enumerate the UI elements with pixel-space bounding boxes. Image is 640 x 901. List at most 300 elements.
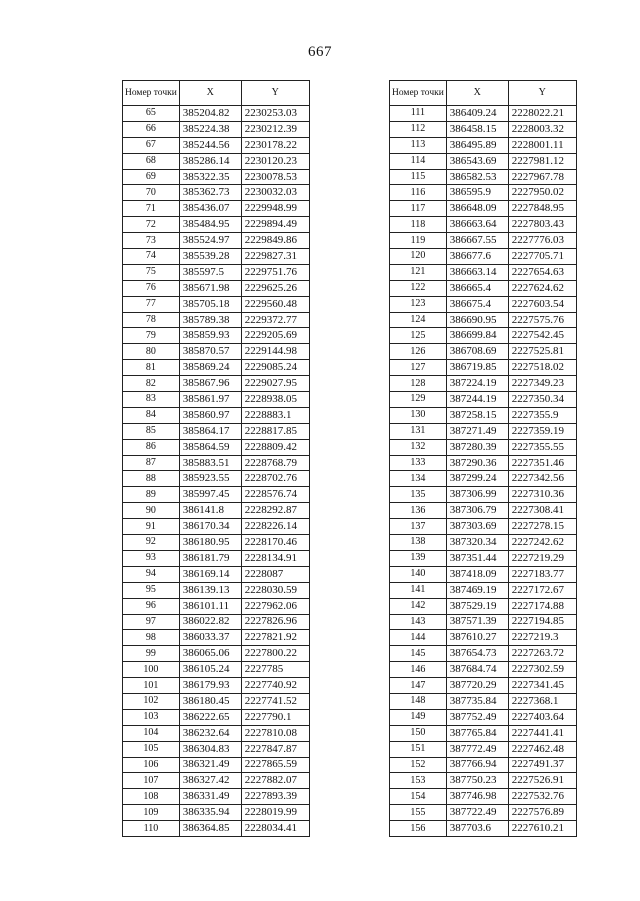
point-number-cell: 91 [123, 519, 180, 535]
y-coordinate-cell: 2227302.59 [508, 662, 576, 678]
y-coordinate-cell: 2227308.41 [508, 503, 576, 519]
x-coordinate-cell: 386139.13 [179, 582, 241, 598]
x-coordinate-cell: 387703.6 [446, 821, 508, 837]
x-coordinate-cell: 386101.11 [179, 598, 241, 614]
point-number-cell: 122 [390, 280, 447, 296]
y-coordinate-cell: 2229205.69 [241, 328, 309, 344]
table-row [390, 344, 577, 360]
x-coordinate-cell: 387306.99 [446, 487, 508, 503]
y-coordinate-cell: 2229894.49 [241, 217, 309, 233]
x-coordinate-cell: 385705.18 [179, 296, 241, 312]
table-row [123, 312, 310, 328]
point-number-cell: 143 [390, 614, 447, 630]
point-number-cell: 154 [390, 789, 447, 805]
y-coordinate-cell: 2229144.98 [241, 344, 309, 360]
point-number-cell: 149 [390, 709, 447, 725]
table-row [123, 598, 310, 614]
x-coordinate-cell: 386170.34 [179, 519, 241, 535]
table-row [390, 630, 577, 646]
point-number-cell: 113 [390, 137, 447, 153]
table-row [390, 312, 577, 328]
x-coordinate-cell: 387735.84 [446, 693, 508, 709]
x-coordinate-cell: 386335.94 [179, 805, 241, 821]
point-number-cell: 141 [390, 582, 447, 598]
x-coordinate-cell: 386321.49 [179, 757, 241, 773]
x-coordinate-cell: 386677.6 [446, 249, 508, 265]
point-number-cell: 130 [390, 407, 447, 423]
y-coordinate-cell: 2227403.64 [508, 709, 576, 725]
table-row [390, 503, 577, 519]
table-row [390, 439, 577, 455]
table-row [123, 121, 310, 137]
table-row [123, 757, 310, 773]
point-number-cell: 105 [123, 741, 180, 757]
point-number-cell: 71 [123, 201, 180, 217]
table-row [123, 725, 310, 741]
table-row [390, 137, 577, 153]
y-coordinate-cell: 2227359.19 [508, 423, 576, 439]
y-coordinate-cell: 2227776.03 [508, 233, 576, 249]
x-coordinate-cell: 386699.84 [446, 328, 508, 344]
y-coordinate-cell: 2227740.92 [241, 678, 309, 694]
table-row [390, 106, 577, 122]
x-coordinate-cell: 385859.93 [179, 328, 241, 344]
x-coordinate-cell: 386179.93 [179, 678, 241, 694]
y-coordinate-cell: 2228768.79 [241, 455, 309, 471]
table-row [123, 217, 310, 233]
table-row [390, 249, 577, 265]
table-row [123, 407, 310, 423]
y-coordinate-cell: 2227350.34 [508, 392, 576, 408]
y-coordinate-cell: 2227342.56 [508, 471, 576, 487]
point-number-cell: 133 [390, 455, 447, 471]
x-coordinate-cell: 386665.4 [446, 280, 508, 296]
x-coordinate-cell: 387746.98 [446, 789, 508, 805]
x-coordinate-cell: 386543.69 [446, 153, 508, 169]
y-coordinate-cell: 2227441.41 [508, 725, 576, 741]
y-coordinate-cell: 2227848.95 [508, 201, 576, 217]
y-coordinate-cell: 2230032.03 [241, 185, 309, 201]
y-coordinate-cell: 2230253.03 [241, 106, 309, 122]
x-coordinate-cell: 385484.95 [179, 217, 241, 233]
header-point-number: Номер точки [123, 81, 180, 106]
point-number-cell: 148 [390, 693, 447, 709]
x-coordinate-cell: 385864.17 [179, 423, 241, 439]
table-row [123, 233, 310, 249]
table-row [123, 169, 310, 185]
table-row [123, 821, 310, 837]
point-number-cell: 95 [123, 582, 180, 598]
point-number-cell: 152 [390, 757, 447, 773]
x-coordinate-cell: 387320.34 [446, 535, 508, 551]
table-row [390, 519, 577, 535]
y-coordinate-cell: 2227847.87 [241, 741, 309, 757]
x-coordinate-cell: 386708.69 [446, 344, 508, 360]
y-coordinate-cell: 2227278.15 [508, 519, 576, 535]
y-coordinate-cell: 2230120.23 [241, 153, 309, 169]
x-coordinate-cell: 386331.49 [179, 789, 241, 805]
header-x: X [446, 81, 508, 106]
table-row [123, 455, 310, 471]
x-coordinate-cell: 386232.64 [179, 725, 241, 741]
x-coordinate-cell: 386582.53 [446, 169, 508, 185]
point-number-cell: 98 [123, 630, 180, 646]
point-number-cell: 156 [390, 821, 447, 837]
x-coordinate-cell: 387720.29 [446, 678, 508, 694]
y-coordinate-cell: 2227882.07 [241, 773, 309, 789]
x-coordinate-cell: 387280.39 [446, 439, 508, 455]
x-coordinate-cell: 387469.19 [446, 582, 508, 598]
x-coordinate-cell: 387303.69 [446, 519, 508, 535]
point-number-cell: 144 [390, 630, 447, 646]
x-coordinate-cell: 385883.51 [179, 455, 241, 471]
table-row [123, 344, 310, 360]
table-row [390, 360, 577, 376]
x-coordinate-cell: 387750.23 [446, 773, 508, 789]
point-number-cell: 114 [390, 153, 447, 169]
y-coordinate-cell: 2228809.42 [241, 439, 309, 455]
point-number-cell: 120 [390, 249, 447, 265]
table-row [123, 296, 310, 312]
point-number-cell: 73 [123, 233, 180, 249]
point-number-cell: 126 [390, 344, 447, 360]
point-number-cell: 110 [123, 821, 180, 837]
x-coordinate-cell: 387610.27 [446, 630, 508, 646]
y-coordinate-cell: 2227893.39 [241, 789, 309, 805]
table-row [390, 550, 577, 566]
x-coordinate-cell: 385870.57 [179, 344, 241, 360]
point-number-cell: 65 [123, 106, 180, 122]
x-coordinate-cell: 387258.15 [446, 407, 508, 423]
table-row [390, 121, 577, 137]
point-number-cell: 66 [123, 121, 180, 137]
y-coordinate-cell: 2227950.02 [508, 185, 576, 201]
x-coordinate-cell: 387772.49 [446, 741, 508, 757]
x-coordinate-cell: 386458.15 [446, 121, 508, 137]
y-coordinate-cell: 2227575.76 [508, 312, 576, 328]
y-coordinate-cell: 2229948.99 [241, 201, 309, 217]
table-row [390, 185, 577, 201]
point-number-cell: 93 [123, 550, 180, 566]
table-row [123, 773, 310, 789]
x-coordinate-cell: 386304.83 [179, 741, 241, 757]
table-body-right [390, 106, 577, 837]
table-row [390, 535, 577, 551]
point-number-cell: 128 [390, 376, 447, 392]
table-row [390, 407, 577, 423]
table-body-left [123, 106, 310, 837]
table-row [390, 471, 577, 487]
header-x: X [179, 81, 241, 106]
table-row [390, 392, 577, 408]
x-coordinate-cell: 386595.9 [446, 185, 508, 201]
table-row [123, 678, 310, 694]
table-row [123, 535, 310, 551]
y-coordinate-cell: 2227532.76 [508, 789, 576, 805]
x-coordinate-cell: 385286.14 [179, 153, 241, 169]
point-number-cell: 107 [123, 773, 180, 789]
y-coordinate-cell: 2229027.95 [241, 376, 309, 392]
y-coordinate-cell: 2227174.88 [508, 598, 576, 614]
y-coordinate-cell: 2227826.96 [241, 614, 309, 630]
point-number-cell: 127 [390, 360, 447, 376]
y-coordinate-cell: 2227351.46 [508, 455, 576, 471]
y-coordinate-cell: 2229085.24 [241, 360, 309, 376]
header-y: Y [508, 81, 576, 106]
table-row [123, 185, 310, 201]
y-coordinate-cell: 2228034.41 [241, 821, 309, 837]
table-row [123, 741, 310, 757]
table-row [390, 487, 577, 503]
y-coordinate-cell: 2227172.67 [508, 582, 576, 598]
header-point-number: Номер точки [390, 81, 447, 106]
table-row [123, 519, 310, 535]
y-coordinate-cell: 2227865.59 [241, 757, 309, 773]
x-coordinate-cell: 385869.24 [179, 360, 241, 376]
point-number-cell: 132 [390, 439, 447, 455]
point-number-cell: 94 [123, 566, 180, 582]
table-row [123, 280, 310, 296]
point-number-cell: 101 [123, 678, 180, 694]
y-coordinate-cell: 2228292.87 [241, 503, 309, 519]
x-coordinate-cell: 386690.95 [446, 312, 508, 328]
x-coordinate-cell: 386141.8 [179, 503, 241, 519]
table-row [390, 773, 577, 789]
x-coordinate-cell: 387244.19 [446, 392, 508, 408]
y-coordinate-cell: 2227526.91 [508, 773, 576, 789]
x-coordinate-cell: 387765.84 [446, 725, 508, 741]
point-number-cell: 97 [123, 614, 180, 630]
table-row [390, 741, 577, 757]
table-row [390, 662, 577, 678]
point-number-cell: 69 [123, 169, 180, 185]
x-coordinate-cell: 385997.45 [179, 487, 241, 503]
point-number-cell: 68 [123, 153, 180, 169]
x-coordinate-cell: 386033.37 [179, 630, 241, 646]
table-row [123, 423, 310, 439]
table-row [390, 598, 577, 614]
table-row [123, 582, 310, 598]
point-number-cell: 79 [123, 328, 180, 344]
x-coordinate-cell: 385224.38 [179, 121, 241, 137]
point-number-cell: 103 [123, 709, 180, 725]
table-row [123, 439, 310, 455]
x-coordinate-cell: 387752.49 [446, 709, 508, 725]
y-coordinate-cell: 2227219.3 [508, 630, 576, 646]
x-coordinate-cell: 385362.73 [179, 185, 241, 201]
point-number-cell: 116 [390, 185, 447, 201]
point-number-cell: 75 [123, 264, 180, 280]
table-row [123, 328, 310, 344]
table-row [390, 233, 577, 249]
x-coordinate-cell: 386409.24 [446, 106, 508, 122]
table-header-row [390, 81, 577, 106]
x-coordinate-cell: 386327.42 [179, 773, 241, 789]
table-row [390, 280, 577, 296]
y-coordinate-cell: 2228817.85 [241, 423, 309, 439]
table-row [123, 360, 310, 376]
y-coordinate-cell: 2227242.62 [508, 535, 576, 551]
table-row [390, 678, 577, 694]
x-coordinate-cell: 387306.79 [446, 503, 508, 519]
point-number-cell: 100 [123, 662, 180, 678]
y-coordinate-cell: 2227355.9 [508, 407, 576, 423]
point-number-cell: 117 [390, 201, 447, 217]
x-coordinate-cell: 386719.85 [446, 360, 508, 376]
point-number-cell: 104 [123, 725, 180, 741]
y-coordinate-cell: 2228019.99 [241, 805, 309, 821]
point-number-cell: 85 [123, 423, 180, 439]
table-row [390, 566, 577, 582]
point-number-cell: 139 [390, 550, 447, 566]
table-row [123, 137, 310, 153]
point-number-cell: 155 [390, 805, 447, 821]
point-number-cell: 102 [123, 693, 180, 709]
y-coordinate-cell: 2227462.48 [508, 741, 576, 757]
x-coordinate-cell: 386181.79 [179, 550, 241, 566]
page-number: 667 [308, 44, 332, 60]
y-coordinate-cell: 2227981.12 [508, 153, 576, 169]
y-coordinate-cell: 2227810.08 [241, 725, 309, 741]
table-row [390, 423, 577, 439]
point-number-cell: 138 [390, 535, 447, 551]
x-coordinate-cell: 387684.74 [446, 662, 508, 678]
point-number-cell: 82 [123, 376, 180, 392]
y-coordinate-cell: 2228134.91 [241, 550, 309, 566]
y-coordinate-cell: 2229849.86 [241, 233, 309, 249]
y-coordinate-cell: 2228170.46 [241, 535, 309, 551]
table-row [123, 646, 310, 662]
y-coordinate-cell: 2227525.81 [508, 344, 576, 360]
table-row [390, 789, 577, 805]
table-row [123, 614, 310, 630]
x-coordinate-cell: 385923.55 [179, 471, 241, 487]
x-coordinate-cell: 386364.85 [179, 821, 241, 837]
point-number-cell: 137 [390, 519, 447, 535]
x-coordinate-cell: 387529.19 [446, 598, 508, 614]
y-coordinate-cell: 2228702.76 [241, 471, 309, 487]
y-coordinate-cell: 2227654.63 [508, 264, 576, 280]
table-row [390, 169, 577, 185]
header-y: Y [241, 81, 309, 106]
y-coordinate-cell: 2227518.02 [508, 360, 576, 376]
y-coordinate-cell: 2227967.78 [508, 169, 576, 185]
point-number-cell: 67 [123, 137, 180, 153]
x-coordinate-cell: 387271.49 [446, 423, 508, 439]
table-row [123, 153, 310, 169]
point-number-cell: 112 [390, 121, 447, 137]
y-coordinate-cell: 2228087 [241, 566, 309, 582]
point-number-cell: 111 [390, 106, 447, 122]
x-coordinate-cell: 385789.38 [179, 312, 241, 328]
y-coordinate-cell: 2227263.72 [508, 646, 576, 662]
x-coordinate-cell: 386675.4 [446, 296, 508, 312]
coordinates-table-right [389, 80, 577, 837]
point-number-cell: 90 [123, 503, 180, 519]
point-number-cell: 115 [390, 169, 447, 185]
table-row [123, 805, 310, 821]
y-coordinate-cell: 2229625.26 [241, 280, 309, 296]
x-coordinate-cell: 385204.82 [179, 106, 241, 122]
point-number-cell: 121 [390, 264, 447, 280]
y-coordinate-cell: 2227183.77 [508, 566, 576, 582]
table-row [390, 296, 577, 312]
x-coordinate-cell: 386663.14 [446, 264, 508, 280]
point-number-cell: 140 [390, 566, 447, 582]
y-coordinate-cell: 2227603.54 [508, 296, 576, 312]
y-coordinate-cell: 2228030.59 [241, 582, 309, 598]
table-row [123, 709, 310, 725]
point-number-cell: 150 [390, 725, 447, 741]
x-coordinate-cell: 387299.24 [446, 471, 508, 487]
y-coordinate-cell: 2229751.76 [241, 264, 309, 280]
table-row [123, 471, 310, 487]
table-row [123, 566, 310, 582]
table-row [390, 201, 577, 217]
point-number-cell: 72 [123, 217, 180, 233]
x-coordinate-cell: 387418.09 [446, 566, 508, 582]
y-coordinate-cell: 2227624.62 [508, 280, 576, 296]
x-coordinate-cell: 386105.24 [179, 662, 241, 678]
y-coordinate-cell: 2228938.05 [241, 392, 309, 408]
point-number-cell: 135 [390, 487, 447, 503]
y-coordinate-cell: 2230078.53 [241, 169, 309, 185]
table-header-row [123, 81, 310, 106]
point-number-cell: 136 [390, 503, 447, 519]
x-coordinate-cell: 386663.64 [446, 217, 508, 233]
point-number-cell: 118 [390, 217, 447, 233]
x-coordinate-cell: 385861.97 [179, 392, 241, 408]
y-coordinate-cell: 2228001.11 [508, 137, 576, 153]
point-number-cell: 153 [390, 773, 447, 789]
table-row [123, 201, 310, 217]
x-coordinate-cell: 386180.45 [179, 693, 241, 709]
x-coordinate-cell: 385597.5 [179, 264, 241, 280]
y-coordinate-cell: 2227341.45 [508, 678, 576, 694]
point-number-cell: 145 [390, 646, 447, 662]
x-coordinate-cell: 386667.55 [446, 233, 508, 249]
point-number-cell: 109 [123, 805, 180, 821]
y-coordinate-cell: 2228226.14 [241, 519, 309, 535]
point-number-cell: 74 [123, 249, 180, 265]
y-coordinate-cell: 2229560.48 [241, 296, 309, 312]
point-number-cell: 76 [123, 280, 180, 296]
y-coordinate-cell: 2228576.74 [241, 487, 309, 503]
x-coordinate-cell: 386169.14 [179, 566, 241, 582]
point-number-cell: 123 [390, 296, 447, 312]
point-number-cell: 78 [123, 312, 180, 328]
point-number-cell: 108 [123, 789, 180, 805]
point-number-cell: 146 [390, 662, 447, 678]
table-row [123, 789, 310, 805]
y-coordinate-cell: 2228003.32 [508, 121, 576, 137]
table-row [390, 805, 577, 821]
point-number-cell: 83 [123, 392, 180, 408]
x-coordinate-cell: 385671.98 [179, 280, 241, 296]
y-coordinate-cell: 2227705.71 [508, 249, 576, 265]
table-row [390, 821, 577, 837]
y-coordinate-cell: 2227803.43 [508, 217, 576, 233]
x-coordinate-cell: 386022.82 [179, 614, 241, 630]
y-coordinate-cell: 2227610.21 [508, 821, 576, 837]
x-coordinate-cell: 386180.95 [179, 535, 241, 551]
table-row [390, 757, 577, 773]
x-coordinate-cell: 386222.65 [179, 709, 241, 725]
y-coordinate-cell: 2227355.55 [508, 439, 576, 455]
point-number-cell: 99 [123, 646, 180, 662]
x-coordinate-cell: 385524.97 [179, 233, 241, 249]
table-row [390, 153, 577, 169]
